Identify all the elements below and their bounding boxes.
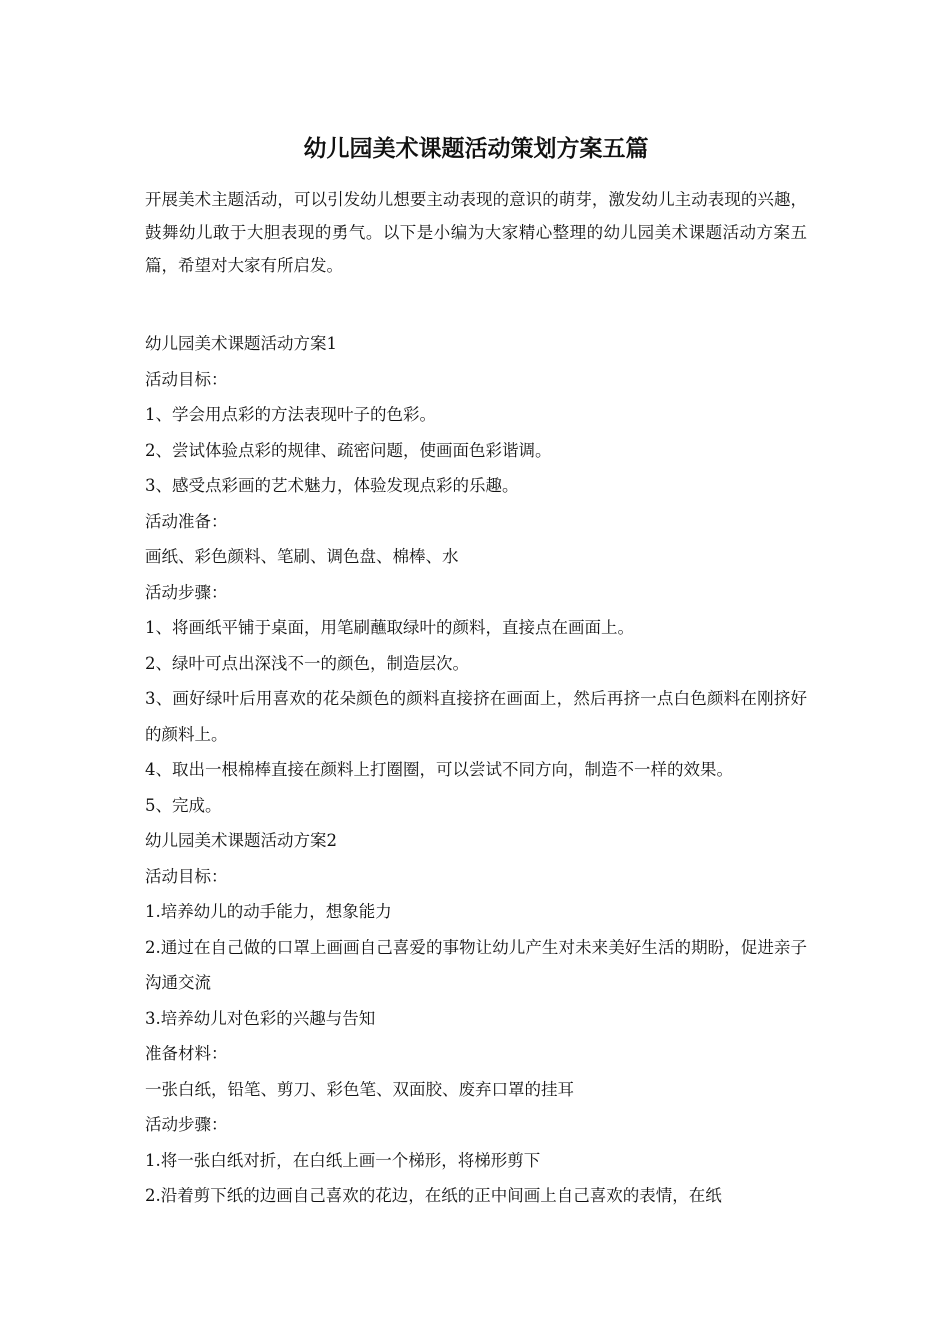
plan1-goal-3: 3、感受点彩画的艺术魅力，体验发现点彩的乐趣。 (145, 476, 519, 495)
plan1-step-4: 4、取出一根棉棒直接在颜料上打圈圈，可以尝试不同方向，制造不一样的效果。 (145, 760, 733, 779)
plan1-goal-2: 2、尝试体验点彩的规律、疏密问题，使画面色彩谐调。 (145, 440, 552, 460)
plan1-prep-label: 活动准备： (145, 511, 228, 531)
plan1-steps-label: 活动步骤： (145, 582, 228, 602)
plan2-steps-label: 活动步骤： (145, 1115, 228, 1134)
plan2-prep-label: 准备材料： (145, 1044, 228, 1063)
plan2-goal-label: 活动目标： (145, 866, 228, 886)
plan1-goal-1: 1、学会用点彩的方法表现叶子的色彩。 (145, 405, 436, 424)
intro-paragraph: 开展美术主题活动，可以引发幼儿想要主动表现的意识的萌芽，激发幼儿主动表现的兴趣，鼓舞幼儿敢于大胆表现的勇气。以下是小编为大家精心整理的幼儿园美术课题活动方案五篇，希望对大家有所启发。 (145, 190, 807, 275)
document-body (145, 326, 807, 1214)
plan1-step-1: 1、将画纸平铺于桌面，用笔刷蘸取绿叶的颜料，直接点在画面上。 (145, 618, 634, 637)
plan2-prep: 一张白纸，铅笔、剪刀、彩色笔、双面胶、废弃口罩的挂耳 (145, 1079, 574, 1099)
plan1-step-2: 2、绿叶可点出深浅不一的颜色，制造层次。 (145, 653, 469, 673)
plan2-heading: 幼儿园美术课题活动方案2 (145, 831, 337, 850)
plan2-step-2: 2.沿着剪下纸的边画自己喜欢的花边，在纸的正中间画上自己喜欢的表情，在纸 (145, 1186, 722, 1205)
plan2-goal-1: 1.培养幼儿的动手能力，想象能力 (145, 902, 392, 921)
plan2-step-1: 1.将一张白纸对折，在白纸上画一个梯形，将梯形剪下 (145, 1150, 541, 1170)
plan2-goal-3: 3.培养幼儿对色彩的兴趣与告知 (145, 1008, 376, 1028)
plan1-step-5: 5、完成。 (145, 795, 222, 815)
plan1-goal-label: 活动目标： (145, 369, 228, 389)
plan1-step-3: 3、画好绿叶后用喜欢的花朵颜色的颜料直接挤在画面上，然后再挤一点白色颜料在刚挤好的颜料上。 (145, 689, 807, 744)
plan2-goal-2: 2.通过在自己做的口罩上画画自己喜爱的事物让幼儿产生对未来美好生活的期盼，促进亲子沟通交流 (145, 937, 807, 992)
document-title: 幼儿园美术课题活动策划方案五篇 (303, 135, 649, 162)
plan1-prep: 画纸、彩色颜料、笔刷、调色盘、棉棒、水 (145, 547, 459, 566)
plan1-heading: 幼儿园美术课题活动方案1 (145, 334, 337, 353)
